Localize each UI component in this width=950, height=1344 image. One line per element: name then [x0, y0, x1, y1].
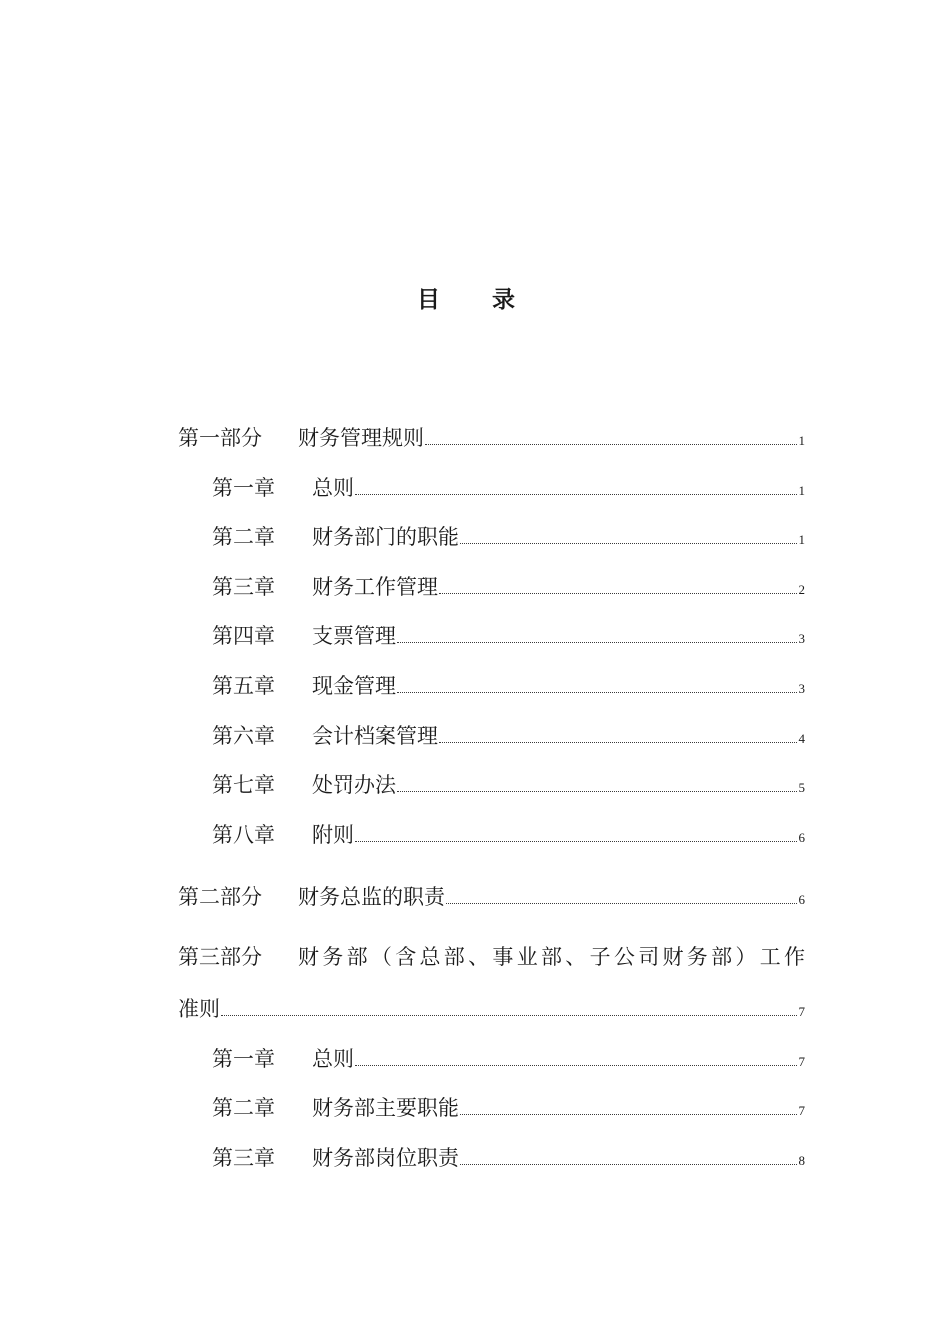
toc-entry-number: 第三章	[212, 575, 275, 599]
toc-entry-page: 3	[798, 681, 805, 696]
toc-entry-number: 第二章	[212, 1096, 275, 1120]
toc-entry-title: 附则	[312, 823, 354, 847]
toc-entry-chapter[interactable]	[212, 669, 805, 703]
toc-entry-chapter[interactable]	[212, 619, 805, 653]
toc-entry-number: 第八章	[212, 823, 275, 847]
toc-entry-part-3-line-2[interactable]	[178, 992, 805, 1026]
toc-entry-chapter[interactable]	[212, 768, 805, 802]
toc-entry-title-continued: 准则	[178, 997, 220, 1021]
toc-entry-chapter[interactable]	[212, 1091, 805, 1125]
toc-entry-chapter[interactable]	[212, 570, 805, 604]
toc-heading: 目 录	[416, 287, 537, 313]
toc-entry-title: 财务部主要职能	[312, 1096, 459, 1120]
toc-entry-number: 第三部分	[178, 945, 262, 969]
toc-entry-page: 6	[798, 892, 805, 907]
toc-entry-page: 7	[798, 1054, 805, 1069]
toc-entry-page: 6	[798, 830, 805, 845]
toc-entry-part-3-line-1[interactable]	[178, 940, 805, 974]
toc-entry-page: 4	[798, 731, 805, 746]
toc-entry-title: 总则	[312, 476, 354, 500]
toc-entry-chapter[interactable]	[212, 471, 805, 505]
toc-entry-part-1[interactable]	[178, 421, 805, 455]
dot-leader	[460, 1113, 797, 1115]
toc-entry-page: 1	[798, 433, 805, 448]
toc-entry-chapter[interactable]	[212, 818, 805, 852]
dot-leader	[355, 493, 797, 495]
toc-entry-title: 财务部门的职能	[312, 525, 459, 549]
toc-entry-title: 财务管理规则	[298, 426, 424, 450]
dot-leader	[460, 542, 797, 544]
toc-entry-number: 第三章	[212, 1146, 275, 1170]
dot-leader	[439, 741, 797, 743]
dot-leader	[460, 1163, 797, 1165]
toc-entry-page: 7	[798, 1004, 805, 1019]
toc-entry-page: 3	[798, 631, 805, 646]
toc-entry-number: 第二章	[212, 525, 275, 549]
dot-leader	[221, 1014, 797, 1016]
dot-leader	[397, 691, 797, 693]
toc-entry-page: 8	[798, 1153, 805, 1168]
toc-entry-page: 7	[798, 1103, 805, 1118]
toc-entry-page: 1	[798, 483, 805, 498]
dot-leader	[439, 592, 797, 594]
dot-leader	[397, 790, 797, 792]
dot-leader	[397, 641, 797, 643]
dot-leader	[425, 443, 797, 445]
toc-entry-number: 第七章	[212, 773, 275, 797]
toc-entry-title: 支票管理	[312, 624, 396, 648]
toc-entry-title: 财务部（含总部、事业部、子公司财务部）工作	[298, 945, 805, 969]
toc-entry-page: 1	[798, 532, 805, 547]
dot-leader	[355, 840, 797, 842]
toc-entry-number: 第一章	[212, 1047, 275, 1071]
toc-entry-number: 第一部分	[178, 426, 262, 450]
dot-leader	[355, 1064, 797, 1066]
toc-entry-chapter[interactable]	[212, 520, 805, 554]
toc-entry-chapter[interactable]	[212, 1141, 805, 1175]
dot-leader	[446, 902, 797, 904]
toc-entry-number: 第二部分	[178, 885, 262, 909]
toc-entry-part-2[interactable]	[178, 880, 805, 914]
toc-entry-title: 财务总监的职责	[298, 885, 445, 909]
toc-entry-title: 会计档案管理	[312, 724, 438, 748]
toc-entry-chapter[interactable]	[212, 719, 805, 753]
toc-entry-chapter[interactable]	[212, 1042, 805, 1076]
toc-entry-title: 财务部岗位职责	[312, 1146, 459, 1170]
toc-entry-page: 2	[798, 582, 805, 597]
toc-entry-title: 现金管理	[312, 674, 396, 698]
toc-entry-number: 第五章	[212, 674, 275, 698]
toc-entry-title: 总则	[312, 1047, 354, 1071]
toc-entry-number: 第六章	[212, 724, 275, 748]
toc-entry-title: 处罚办法	[312, 773, 396, 797]
toc-entry-title: 财务工作管理	[312, 575, 438, 599]
toc-entry-page: 5	[798, 780, 805, 795]
toc-entry-number: 第四章	[212, 624, 275, 648]
toc-entry-number: 第一章	[212, 476, 275, 500]
